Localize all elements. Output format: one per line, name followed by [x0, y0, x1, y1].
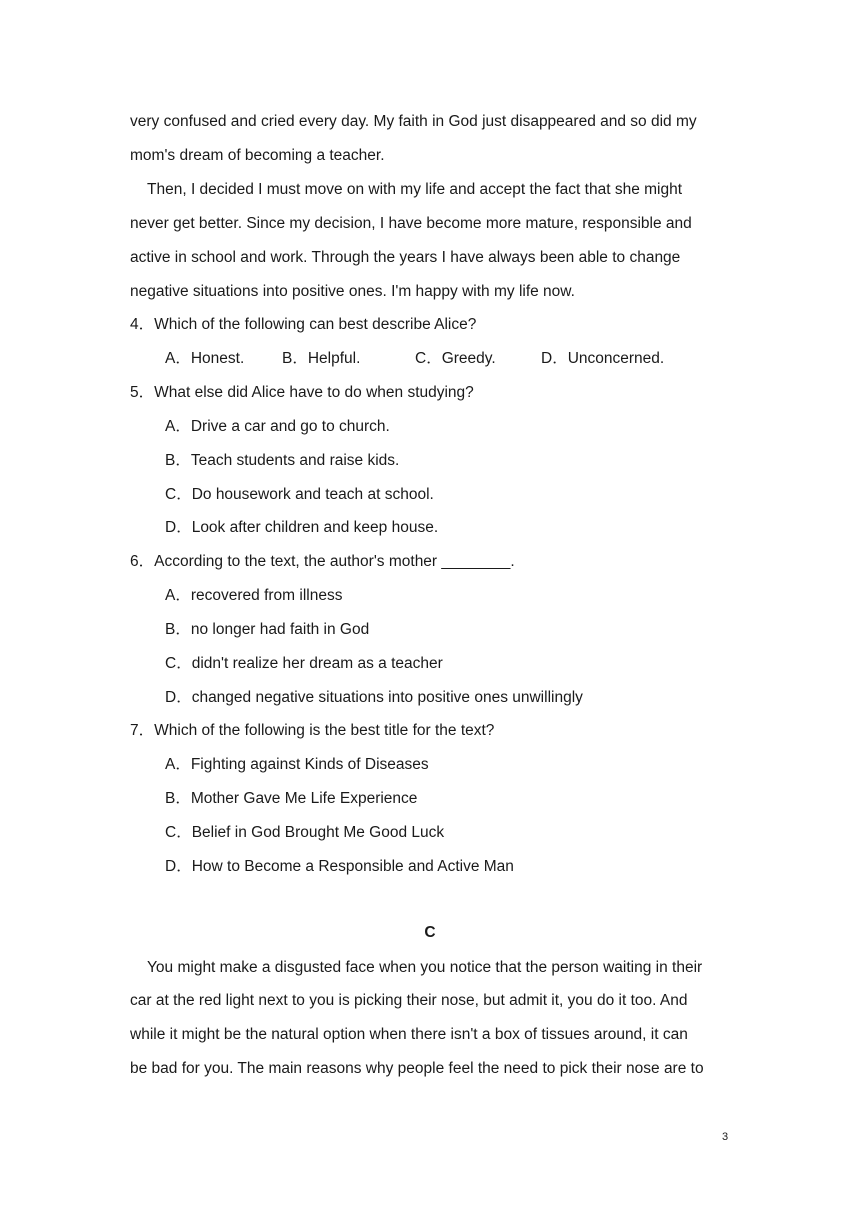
option: C．Greedy.	[415, 350, 496, 367]
option: D．Look after children and keep house.	[165, 519, 439, 536]
passage-line: be bad for you. The main reasons why people feel the need to pick their nose are to	[130, 1060, 704, 1077]
passage-line: active in school and work. Through the years I have always been able to change	[130, 249, 681, 266]
option: C．didn't realize her dream as a teacher	[165, 655, 443, 672]
option-row	[165, 349, 664, 369]
option: B．no longer had faith in God	[165, 621, 370, 638]
section-title: C	[424, 924, 436, 941]
option: A．Honest.	[165, 350, 245, 367]
question-stem: 7．Which of the following is the best title for the text?	[130, 722, 495, 739]
passage-line: car at the red light next to you is picking their nose, but admit it, you do it too. And	[130, 992, 688, 1009]
option: D．changed negative situations into positive ones unwillingly	[165, 689, 583, 706]
option: A．Fighting against Kinds of Diseases	[165, 756, 429, 773]
passage-line: You might make a disgusted face when you notice that the person waiting in their	[147, 959, 703, 976]
option: B．Helpful.	[282, 350, 361, 367]
option: C．Do housework and teach at school.	[165, 486, 434, 503]
option: D．How to Become a Responsible and Active Man	[165, 858, 514, 875]
page-number: 3	[722, 1131, 729, 1143]
option: B．Mother Gave Me Life Experience	[165, 790, 418, 807]
option: C．Belief in God Brought Me Good Luck	[165, 824, 445, 841]
passage-line: mom's dream of becoming a teacher.	[130, 147, 385, 164]
passage-line: while it might be the natural option when there isn't a box of tissues around, it can	[130, 1026, 688, 1043]
question-stem: 4．Which of the following can best describe Alice?	[130, 316, 477, 333]
option: B．Teach students and raise kids.	[165, 452, 400, 469]
question-stem: 5．What else did Alice have to do when studying?	[130, 384, 474, 401]
passage-line: very confused and cried every day. My faith in God just disappeared and so did my	[130, 113, 697, 130]
passage-line: never get better. Since my decision, I have become more mature, responsible and	[130, 215, 692, 232]
option: D．Unconcerned.	[541, 350, 665, 367]
option: A．Drive a car and go to church.	[165, 418, 390, 435]
question-stem: 6．According to the text, the author's mother ________.	[130, 553, 515, 570]
passage-line: negative situations into positive ones. I'm happy with my life now.	[130, 283, 575, 300]
option: A．recovered from illness	[165, 587, 343, 604]
passage-line: Then, I decided I must move on with my life and accept the fact that she might	[147, 181, 683, 198]
